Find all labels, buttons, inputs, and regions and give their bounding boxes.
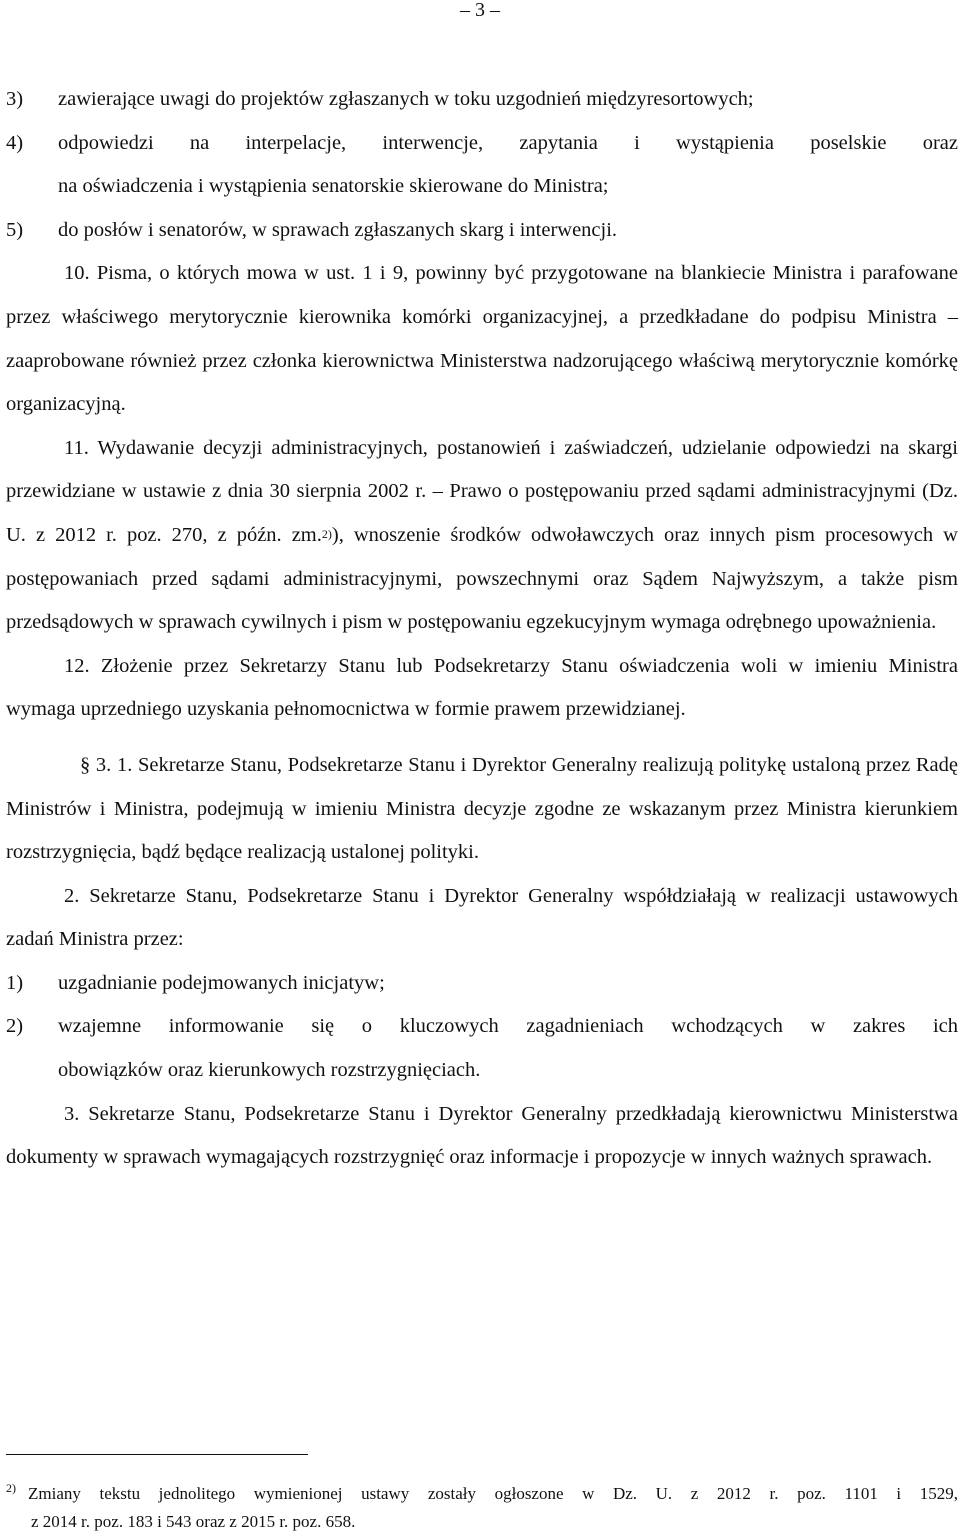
item-text-line1: wzajemne informowanie się o kluczowych zagadnieniach wchodzących w zakres ich: [58, 1015, 958, 1038]
footnote-ref: 2): [321, 526, 332, 541]
paragraph-11-text-b: ), wnoszenie środków odwoławczych oraz innych pism procesowych w postępowaniach przed sądami administracyjnymi, powszechnymi oraz Sądem Najwyższym, a także pism przedsądowych w sprawach cywilnych i pism w postępowaniu egzekucyjnym wymaga odrębnego upoważnienia.: [6, 523, 958, 634]
item-number: 2): [6, 1015, 24, 1038]
footnote-number: 2): [6, 1481, 16, 1495]
footnote-text-line2: z 2014 r. poz. 183 i 543 oraz z 2015 r. poz. 658.: [31, 1512, 356, 1531]
item-text-line2: na oświadczenia i wystąpienia senatorskie skierowane do Ministra;: [58, 175, 609, 198]
footnote-text-line1: Zmiany tekstu jednolitego wymienionej ustawy zostały ogłoszone w Dz. U. z 2012 r. poz. 1101 i 1529,: [28, 1484, 958, 1503]
list-item-2: [6, 1005, 958, 1049]
item-number: 4): [6, 131, 24, 154]
item-number: 5): [6, 218, 24, 241]
item-text-line2: obowiązków oraz kierunkowych rozstrzygnięciach.: [58, 1059, 481, 1082]
list-item-4: [6, 122, 958, 166]
list-item-5: [6, 209, 958, 253]
section-3-paragraph-1: § 3. 1. Sekretarze Stanu, Podsekretarze Stanu i Dyrektor Generalny realizują politykę ustaloną przez Radę Ministrów i Ministra, podejmują w imieniu Ministra decyzje zgodne ze wskazanym przez Ministra kierunkiem rozstrzygnięcia, bądź będące realizacją ustalonej polityki.: [6, 753, 958, 864]
paragraph-11: [6, 427, 958, 645]
item-text: do posłów i senatorów, w sprawach zgłaszanych skarg i interwencji.: [58, 218, 618, 241]
paragraph-11-text-a: 11. Wydawanie decyzji administracyjnych, postanowień i zaświadczeń, udzielanie odpowiedzi na skargi przewidziane w ustawie z dnia 30 sierpnia 2002 r. – Prawo o postępowaniu przed sądami administracyjnymi (Dz. U. z 2012 r. poz. 270, z późn. zm.: [6, 436, 958, 546]
list-item-1: [6, 962, 958, 1006]
paragraph-10: 10. Pisma, o których mowa w ust. 1 i 9, powinny być przygotowane na blankiecie Ministra i parafowane przez właściwego merytorycznie kierownika komórki organizacyjnej, a przedkładane do podpisu Ministra – zaaprobowane również przez członka kierownictwa Ministerstwa nadzorującego właściwą merytorycznie komórkę organizacyjną.: [6, 262, 958, 416]
section-3-paragraph-3: 3. Sekretarze Stanu, Podsekretarze Stanu i Dyrektor Generalny przedkładają kierownictwu Ministerstwa dokumenty w sprawach wymagających rozstrzygnięć oraz informacje i propozycje w innych ważnych sprawach.: [6, 1102, 958, 1169]
section-spacer: [6, 732, 958, 744]
document-body: [6, 78, 958, 1180]
footnote: [6, 1480, 958, 1536]
paragraph-12: 12. Złożenie przez Sekretarzy Stanu lub Podsekretarzy Stanu oświadczenia woli w imieniu Ministra wymaga uprzedniego uzyskania pełnomocnictwa w formie prawem przewidzianej.: [6, 654, 958, 721]
item-text-line1: odpowiedzi na interpelacje, interwencje, zapytania i wystąpienia poselskie oraz: [58, 131, 958, 154]
item-number: 1): [6, 971, 24, 994]
item-text: zawierające uwagi do projektów zgłaszanych w toku uzgodnień międzyresortowych;: [58, 88, 754, 110]
page-number: – 3 –: [460, 0, 500, 21]
section-3-paragraph-2: 2. Sekretarze Stanu, Podsekretarze Stanu i Dyrektor Generalny współdziałają w realizacji ustawowych zadań Ministra przez:: [6, 884, 958, 951]
item-number: 3): [6, 88, 24, 110]
item-text: uzgadnianie podejmowanych inicjatyw;: [58, 971, 385, 994]
list-item-3: [6, 78, 958, 122]
footnote-separator: [6, 1454, 308, 1455]
